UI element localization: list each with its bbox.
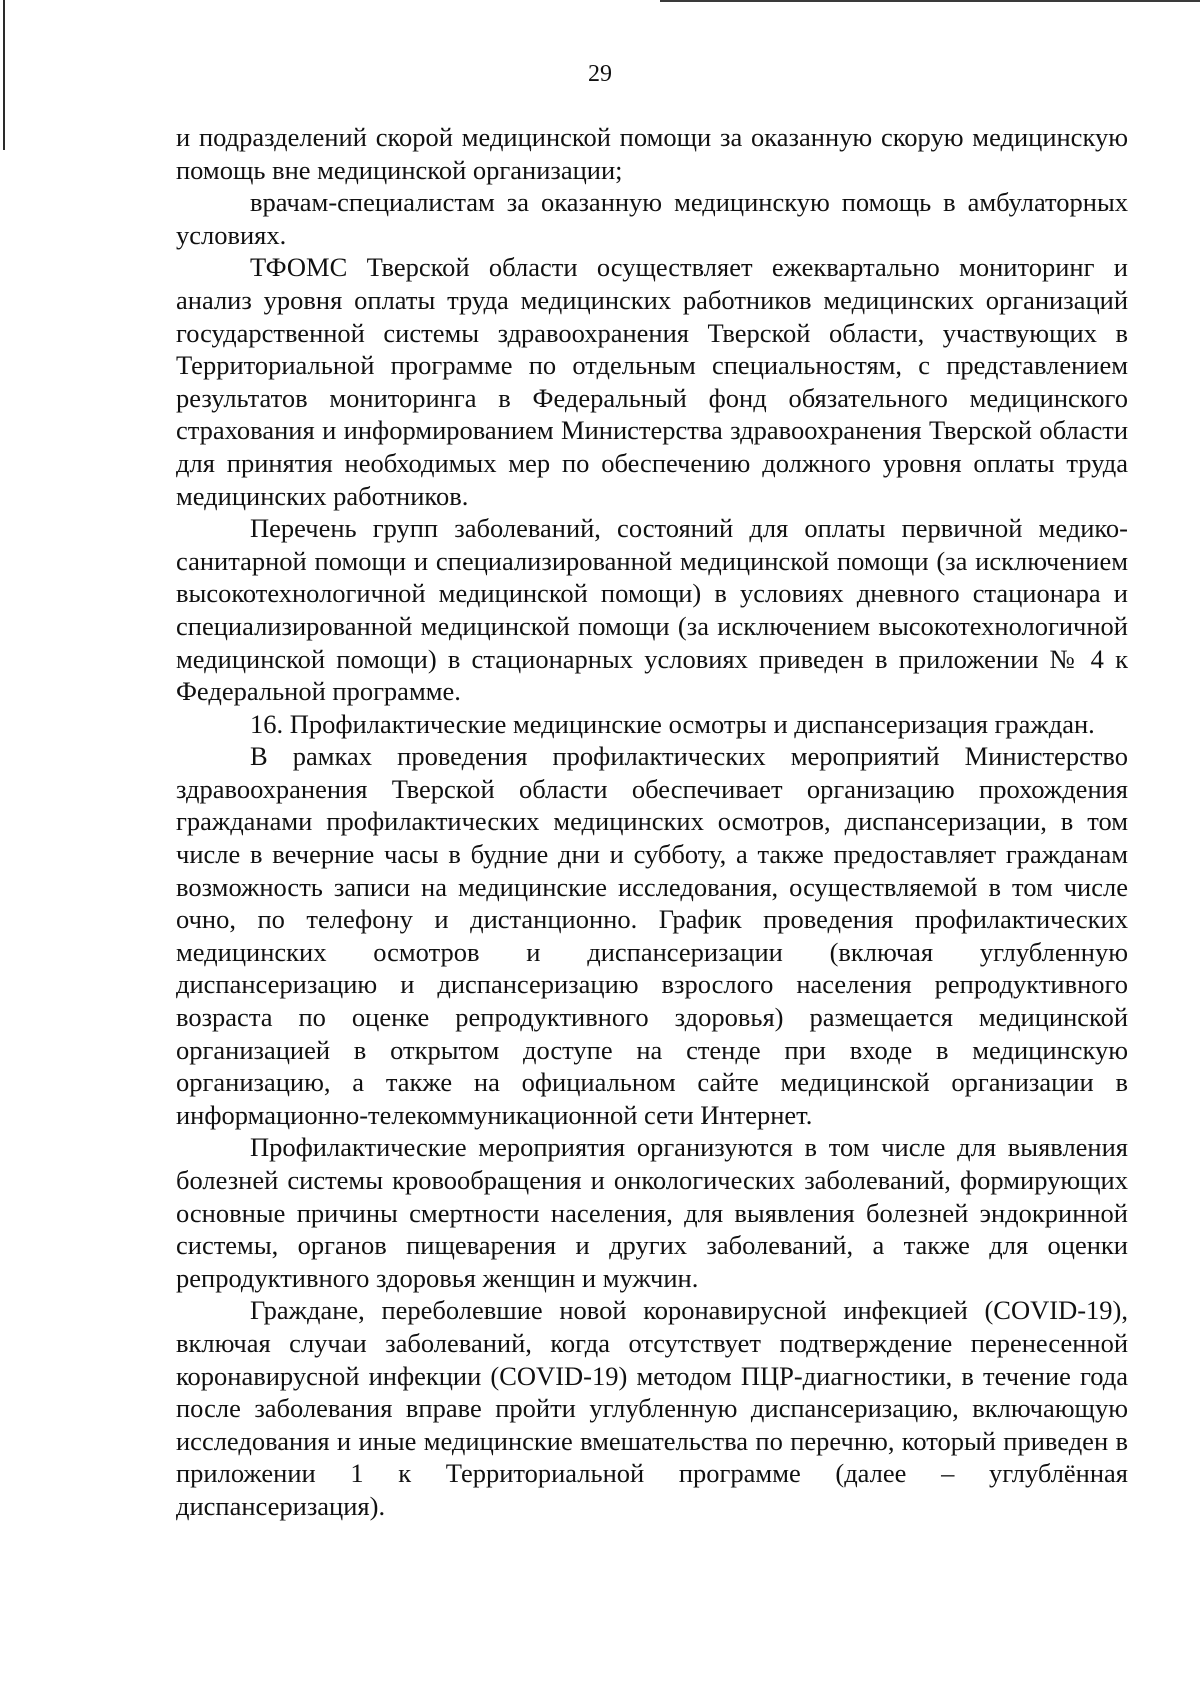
body-text xyxy=(176,121,1128,1523)
scan-edge-top xyxy=(660,0,1200,2)
paragraph: врачам-специалистам за оказанную медицинскую помощь в амбулаторных условиях. xyxy=(176,187,1128,250)
paragraph: ТФОМС Тверской области осуществляет ежеквартально мониторинг и анализ уровня оплаты труда медицинских работников медицинских организаций государственной системы здравоохранения Тверской области, участвующих в Территориальной программе по отдельным специальностям, с представлением результатов мониторинга в Федеральный фонд обязательного медицинского страхования и информированием Министерства здравоохранения Тверской области для принятия необходимых мер по обеспечению должного уровня оплаты труда медицинских работников. xyxy=(176,252,1128,511)
page-number: 29 xyxy=(588,61,612,87)
paragraph: Граждане, переболевшие новой коронавирусной инфекцией (COVID-19), включая случаи заболеваний, когда отсутствует подтверждение перенесенной коронавирусной инфекции (COVID-19) методом ПЦР-диагностики, в течение года после заболевания вправе пройти углубленную диспансеризацию, включающую исследования и иные медицинские вмешательства по перечню, который приведен в приложении 1 к Территориальной программе (далее – углублённая диспансеризация). xyxy=(176,1295,1128,1521)
paragraph: и подразделений скорой медицинской помощи за оказанную скорую медицинскую помощь вне медицинской организации; xyxy=(176,122,1128,185)
paragraph: Профилактические мероприятия организуются в том числе для выявления болезней системы кровообращения и онкологических заболеваний, формирующих основные причины смертности населения, для выявления болезней эндокринной системы, органов пищеварения и других заболеваний, а также для оценки репродуктивного здоровья женщин и мужчин. xyxy=(176,1132,1128,1293)
paragraph: В рамках проведения профилактических мероприятий Министерство здравоохранения Тверской области обеспечивает организацию прохождения гражданами профилактических медицинских осмотров, диспансеризации, в том числе в вечерние часы в будние дни и субботу, а также предоставляет гражданам возможность записи на медицинские исследования, осуществляемой в том числе очно, по телефону и дистанционно. График проведения профилактических медицинских осмотров и диспансеризации (включая углубленную диспансеризацию и диспансеризацию взрослого населения репродуктивного возраста по оценке репродуктивного здоровья) размещается медицинской организацией в открытом доступе на стенде при входе в медицинскую организацию, а также на официальном сайте медицинской организации в информационно-телекоммуникационной сети Интернет. xyxy=(176,741,1128,1130)
section-heading: 16. Профилактические медицинские осмотры и диспансеризация граждан. xyxy=(250,708,1095,739)
paragraph: Перечень групп заболеваний, состояний для оплаты первичной медико-санитарной помощи и специализированной медицинской помощи (за исключением высокотехнологичной медицинской помощи) в условиях дневного стационара и специализированной медицинской помощи (за исключением высокотехнологичной медицинской помощи) в стационарных условиях приведен в приложении № 4 к Федеральной программе. xyxy=(176,513,1128,707)
